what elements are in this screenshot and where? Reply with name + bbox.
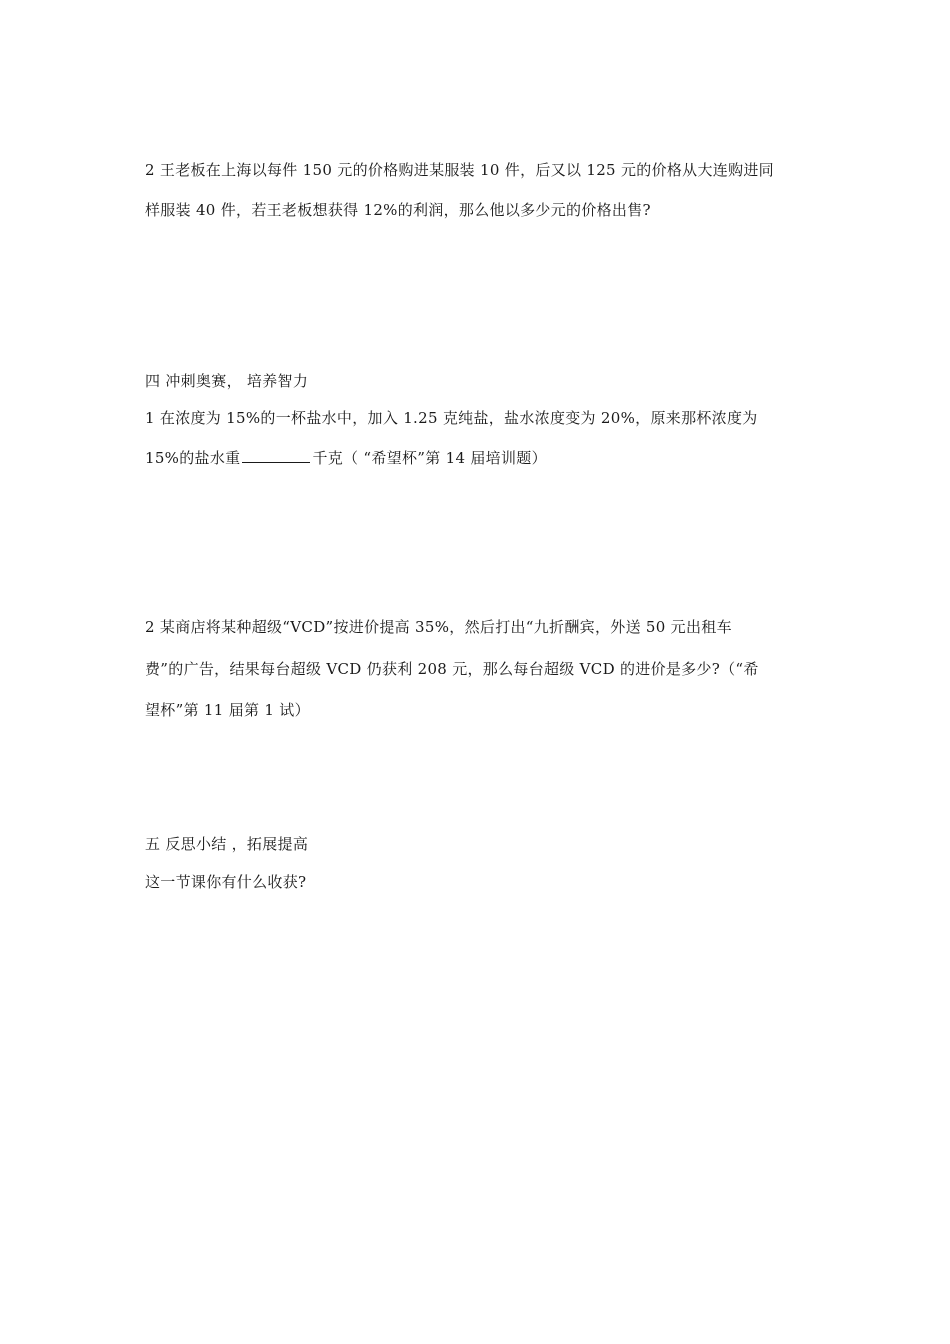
section-4-q2-line-1: 2 某商店将某种超级“VCD”按进价提高 35%，然后打出“九折酬宾，外送 50 元出租车 [145, 618, 732, 636]
q1-text-after-blank: 千克（ “希望杯”第 14 届培训题） [312, 449, 547, 467]
section-4-q2-line-2: 费”的广告，结果每台超级 VCD 仍获利 208 元，那么每台超级 VCD 的进价是多少?（“希 [145, 660, 759, 678]
section-4-heading: 四 冲刺奥赛， 培养智力 [145, 372, 309, 390]
section-4-q2-line-3: 望杯”第 11 届第 1 试） [145, 701, 310, 719]
q1-text-before-blank: 15%的盐水重 [145, 449, 241, 467]
section-5-heading: 五 反思小结 ，拓展提高 [145, 835, 309, 853]
problem-2-line-2: 样服装 40 件，若王老板想获得 12%的利润，那么他以多少元的价格出售? [145, 201, 651, 219]
section-4-q1-line-2 [145, 448, 815, 468]
section-4-q1-line-1: 1 在浓度为 15%的一杯盐水中，加入 1.25 克纯盐，盐水浓度变为 20%，原来那杯浓度为 [145, 409, 758, 427]
answer-blank[interactable] [242, 448, 310, 463]
section-5-prompt: 这一节课你有什么收获? [145, 873, 307, 891]
problem-2-line-1: 2 王老板在上海以每件 150 元的价格购进某服装 10 件，后又以 125 元的价格从大连购进同 [145, 161, 774, 179]
